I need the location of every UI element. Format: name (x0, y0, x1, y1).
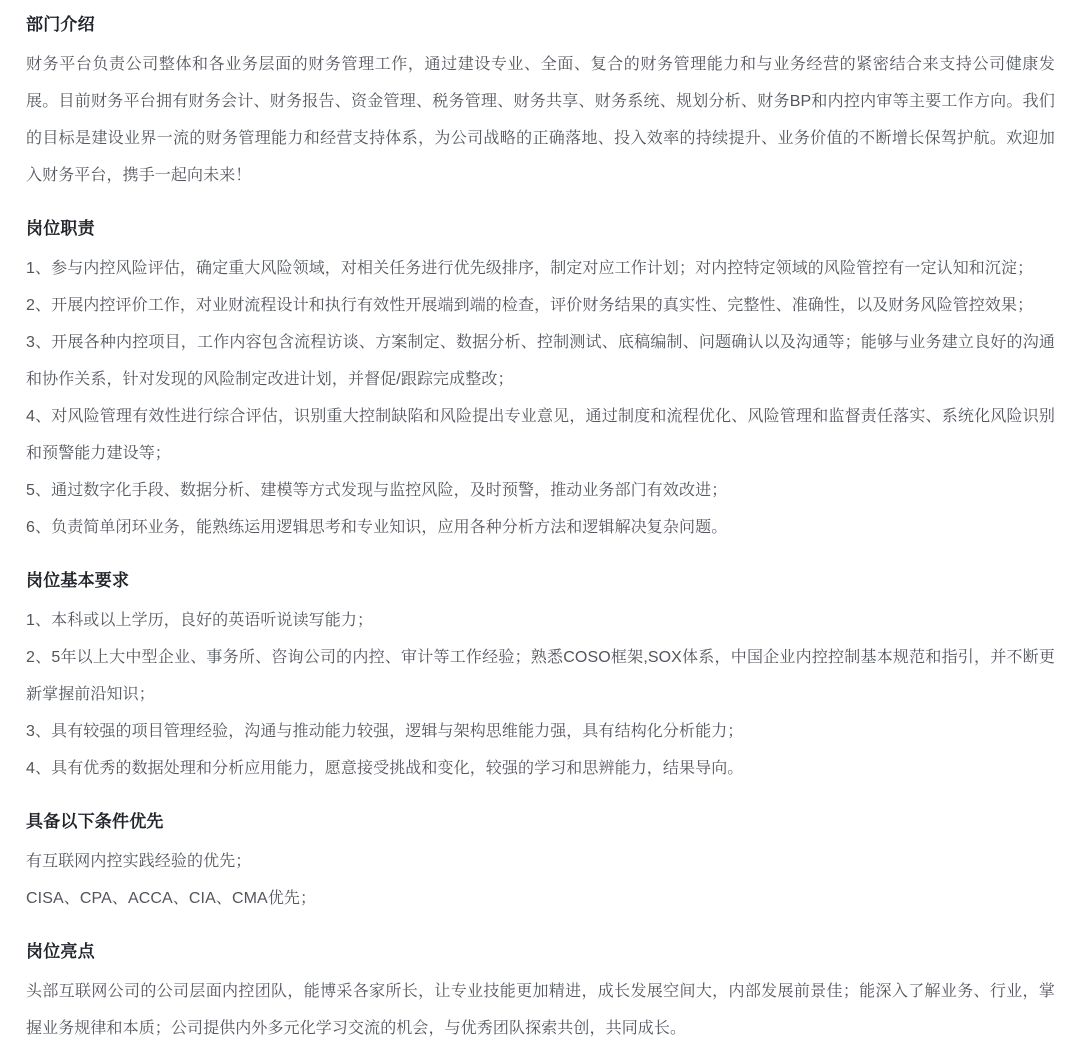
paragraph: 2、5年以上大中型企业、事务所、咨询公司的内控、审计等工作经验；熟悉COSO框架,SOX体系，中国企业内控控制基本规范和指引，并不断更新掌握前沿知识； (26, 649, 1055, 703)
paragraph: 4、对风险管理有效性进行综合评估，识别重大控制缺陷和风险提出专业意见，通过制度和流程优化、风险管理和监督责任落实、系统化风险识别和预警能力建设等； (26, 408, 1055, 462)
paragraph: 1、参与内控风险评估，确定重大风险领域，对相关任务进行优先级排序，制定对应工作计划；对内控特定领域的风险管控有一定认知和沉淀； (26, 260, 1034, 277)
paragraph: 3、具有较强的项目管理经验，沟通与推动能力较强，逻辑与架构思维能力强，具有结构化分析能力； (26, 723, 744, 740)
paragraph: 5、通过数字化手段、数据分析、建模等方式发现与监控风险，及时预警，推动业务部门有效改进； (26, 482, 728, 499)
section-title-preferred-qualifications: 具备以下条件优先 (26, 812, 164, 831)
section-title-job-responsibilities: 岗位职责 (26, 219, 95, 238)
section-basic-requirements (26, 568, 1055, 787)
section-department-intro (26, 12, 1055, 194)
section-title-department-intro: 部门介绍 (26, 15, 95, 34)
section-preferred-qualifications (26, 809, 1055, 917)
sections-container (26, 12, 1055, 1047)
paragraph: 2、开展内控评价工作，对业财流程设计和执行有效性开展端到端的检查，评价财务结果的真实性、完整性、准确性，以及财务风险管控效果； (26, 297, 1034, 314)
section-job-responsibilities (26, 216, 1055, 546)
section-title-job-highlights: 岗位亮点 (26, 942, 95, 961)
section-title-basic-requirements: 岗位基本要求 (26, 571, 130, 590)
paragraph: 头部互联网公司的公司层面内控团队，能博采各家所长，让专业技能更加精进，成长发展空间大，内部发展前景佳；能深入了解业务、行业，掌握业务规律和本质；公司提供内外多元化学习交流的机会，与优秀团队探索共创，共同成长。 (26, 983, 1055, 1037)
section-job-highlights (26, 939, 1055, 1047)
paragraph: 6、负责简单闭环业务，能熟练运用逻辑思考和专业知识，应用各种分析方法和逻辑解决复杂问题。 (26, 519, 728, 536)
paragraph: 3、开展各种内控项目，工作内容包含流程访谈、方案制定、数据分析、控制测试、底稿编制、问题确认以及沟通等；能够与业务建立良好的沟通和协作关系，针对发现的风险制定改进计划，并督促/跟踪完成整改； (26, 334, 1055, 388)
paragraph: 1、本科或以上学历，良好的英语听说读写能力； (26, 612, 374, 629)
paragraph: 财务平台负责公司整体和各业务层面的财务管理工作，通过建设专业、全面、复合的财务管理能力和与业务经营的紧密结合来支持公司健康发展。目前财务平台拥有财务会计、财务报告、资金管理、税务管理、财务共享、财务系统、规划分析、财务BP和内控内审等主要工作方向。我们的目标是建设业界一流的财务管理能力和经营支持体系，为公司战略的正确落地、投入效率的持续提升、业务价值的不断增长保驾护航。欢迎加入财务平台，携手一起向未来！ (26, 56, 1055, 184)
paragraph: 4、具有优秀的数据处理和分析应用能力，愿意接受挑战和变化，较强的学习和思辨能力，结果导向。 (26, 760, 744, 777)
paragraph: 有互联网内控实践经验的优先； (26, 853, 252, 870)
paragraph: CISA、CPA、ACCA、CIA、CMA优先； (26, 890, 317, 907)
